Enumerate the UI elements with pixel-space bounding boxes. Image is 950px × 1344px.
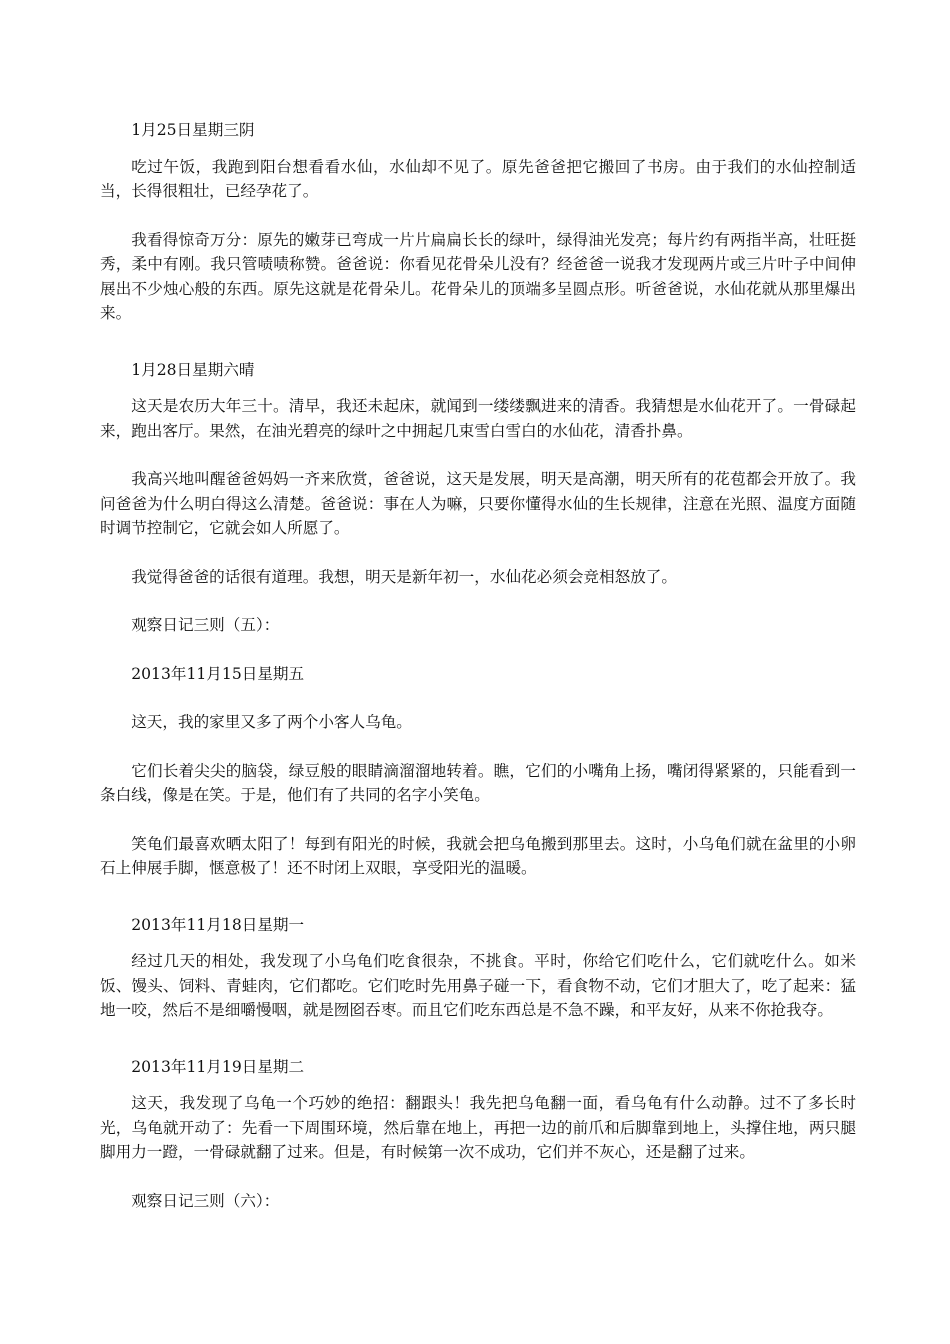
paragraph-1: 吃过午饭，我跑到阳台想看看水仙，水仙却不见了。原先爸爸把它搬回了书房。由于我们的水仙控制适当，长得很粗壮，已经孕花了。 <box>100 157 856 200</box>
diary-date-nov19: 2013年11月19日星期二 <box>131 1057 305 1076</box>
paragraph-9: 经过几天的相处，我发现了小乌龟们吃食很杂，不挑食。平时，你给它们吃什么，它们就吃什么。如米饭、馒头、饲料、青蛙肉，它们都吃。它们吃时先用鼻子碰一下，看食物不动，它们才胆大了，吃了起来：猛地一咬，然后不是细嚼慢咽，就是囫囵吞枣。而且它们吃东西总是不急不躁，和平友好，从来不你抢我夺。 <box>100 952 856 1019</box>
section-heading-6: 观察日记三则（六）： <box>131 1191 280 1210</box>
paragraph-7: 它们长着尖尖的脑袋，绿豆般的眼睛滴溜溜地转着。瞧，它们的小嘴角上扬，嘴闭得紧紧的，只能看到一条白线，像是在笑。于是，他们有了共同的名字小笑龟。 <box>100 761 856 804</box>
paragraph-5: 我觉得爸爸的话很有道理。我想，明天是新年初一，水仙花必须会竞相怒放了。 <box>131 567 677 586</box>
document-page <box>100 118 856 1213</box>
paragraph-4: 我高兴地叫醒爸爸妈妈一齐来欣赏，爸爸说，这天是发展，明天是高潮，明天所有的花苞都会开放了。我问爸爸为什么明白得这么清楚。爸爸说：事在人为嘛，只要你懂得水仙的生长规律，注意在光照、温度方面随时调节控制它，它就会如人所愿了。 <box>100 470 856 537</box>
section-heading-5: 观察日记三则（五）： <box>131 616 280 634</box>
paragraph-10: 这天，我发现了乌龟一个巧妙的绝招：翻跟头！我先把乌龟翻一面，看乌龟有什么动静。过不了多长时光，乌龟就开动了：先看一下周围环境，然后靠在地上，再把一边的前爪和后脚靠到地上，头撑住地，两只腿脚用力一蹬，一骨碌就翻了过来。但是，有时候第一次不成功，它们并不灰心，还是翻了过来。 <box>100 1094 856 1161</box>
diary-date-nov18: 2013年11月18日星期一 <box>131 915 305 934</box>
diary-date-jan25: 1月25日星期三阴 <box>131 121 255 139</box>
paragraph-8: 笑龟们最喜欢晒太阳了！每到有阳光的时候，我就会把乌龟搬到那里去。这时，小乌龟们就在盆里的小卵石上伸展手脚，惬意极了！还不时闭上双眼，享受阳光的温暖。 <box>100 834 856 877</box>
paragraph-2: 我看得惊奇万分：原先的嫩芽已弯成一片片扁扁长长的绿叶，绿得油光发亮；每片约有两指半高，壮旺挺秀，柔中有刚。我只管啧啧称赞。爸爸说：你看见花骨朵儿没有？经爸爸一说我才发现两片或三片叶子中间伸展出不少烛心般的东西。原先这就是花骨朵儿。花骨朵儿的顶端多呈圆点形。听爸爸说，水仙花就从那里爆出来。 <box>100 230 856 322</box>
diary-date-jan28: 1月28日星期六晴 <box>131 360 255 379</box>
diary-date-nov15: 2013年11月15日星期五 <box>131 664 305 683</box>
paragraph-3: 这天是农历大年三十。清早，我还未起床，就闻到一缕缕飘进来的清香。我猜想是水仙花开了。一骨碌起来，跑出客厅。果然，在油光碧亮的绿叶之中拥起几束雪白雪白的水仙花，清香扑鼻。 <box>100 397 856 440</box>
paragraph-6: 这天，我的家里又多了两个小客人乌龟。 <box>131 713 412 731</box>
